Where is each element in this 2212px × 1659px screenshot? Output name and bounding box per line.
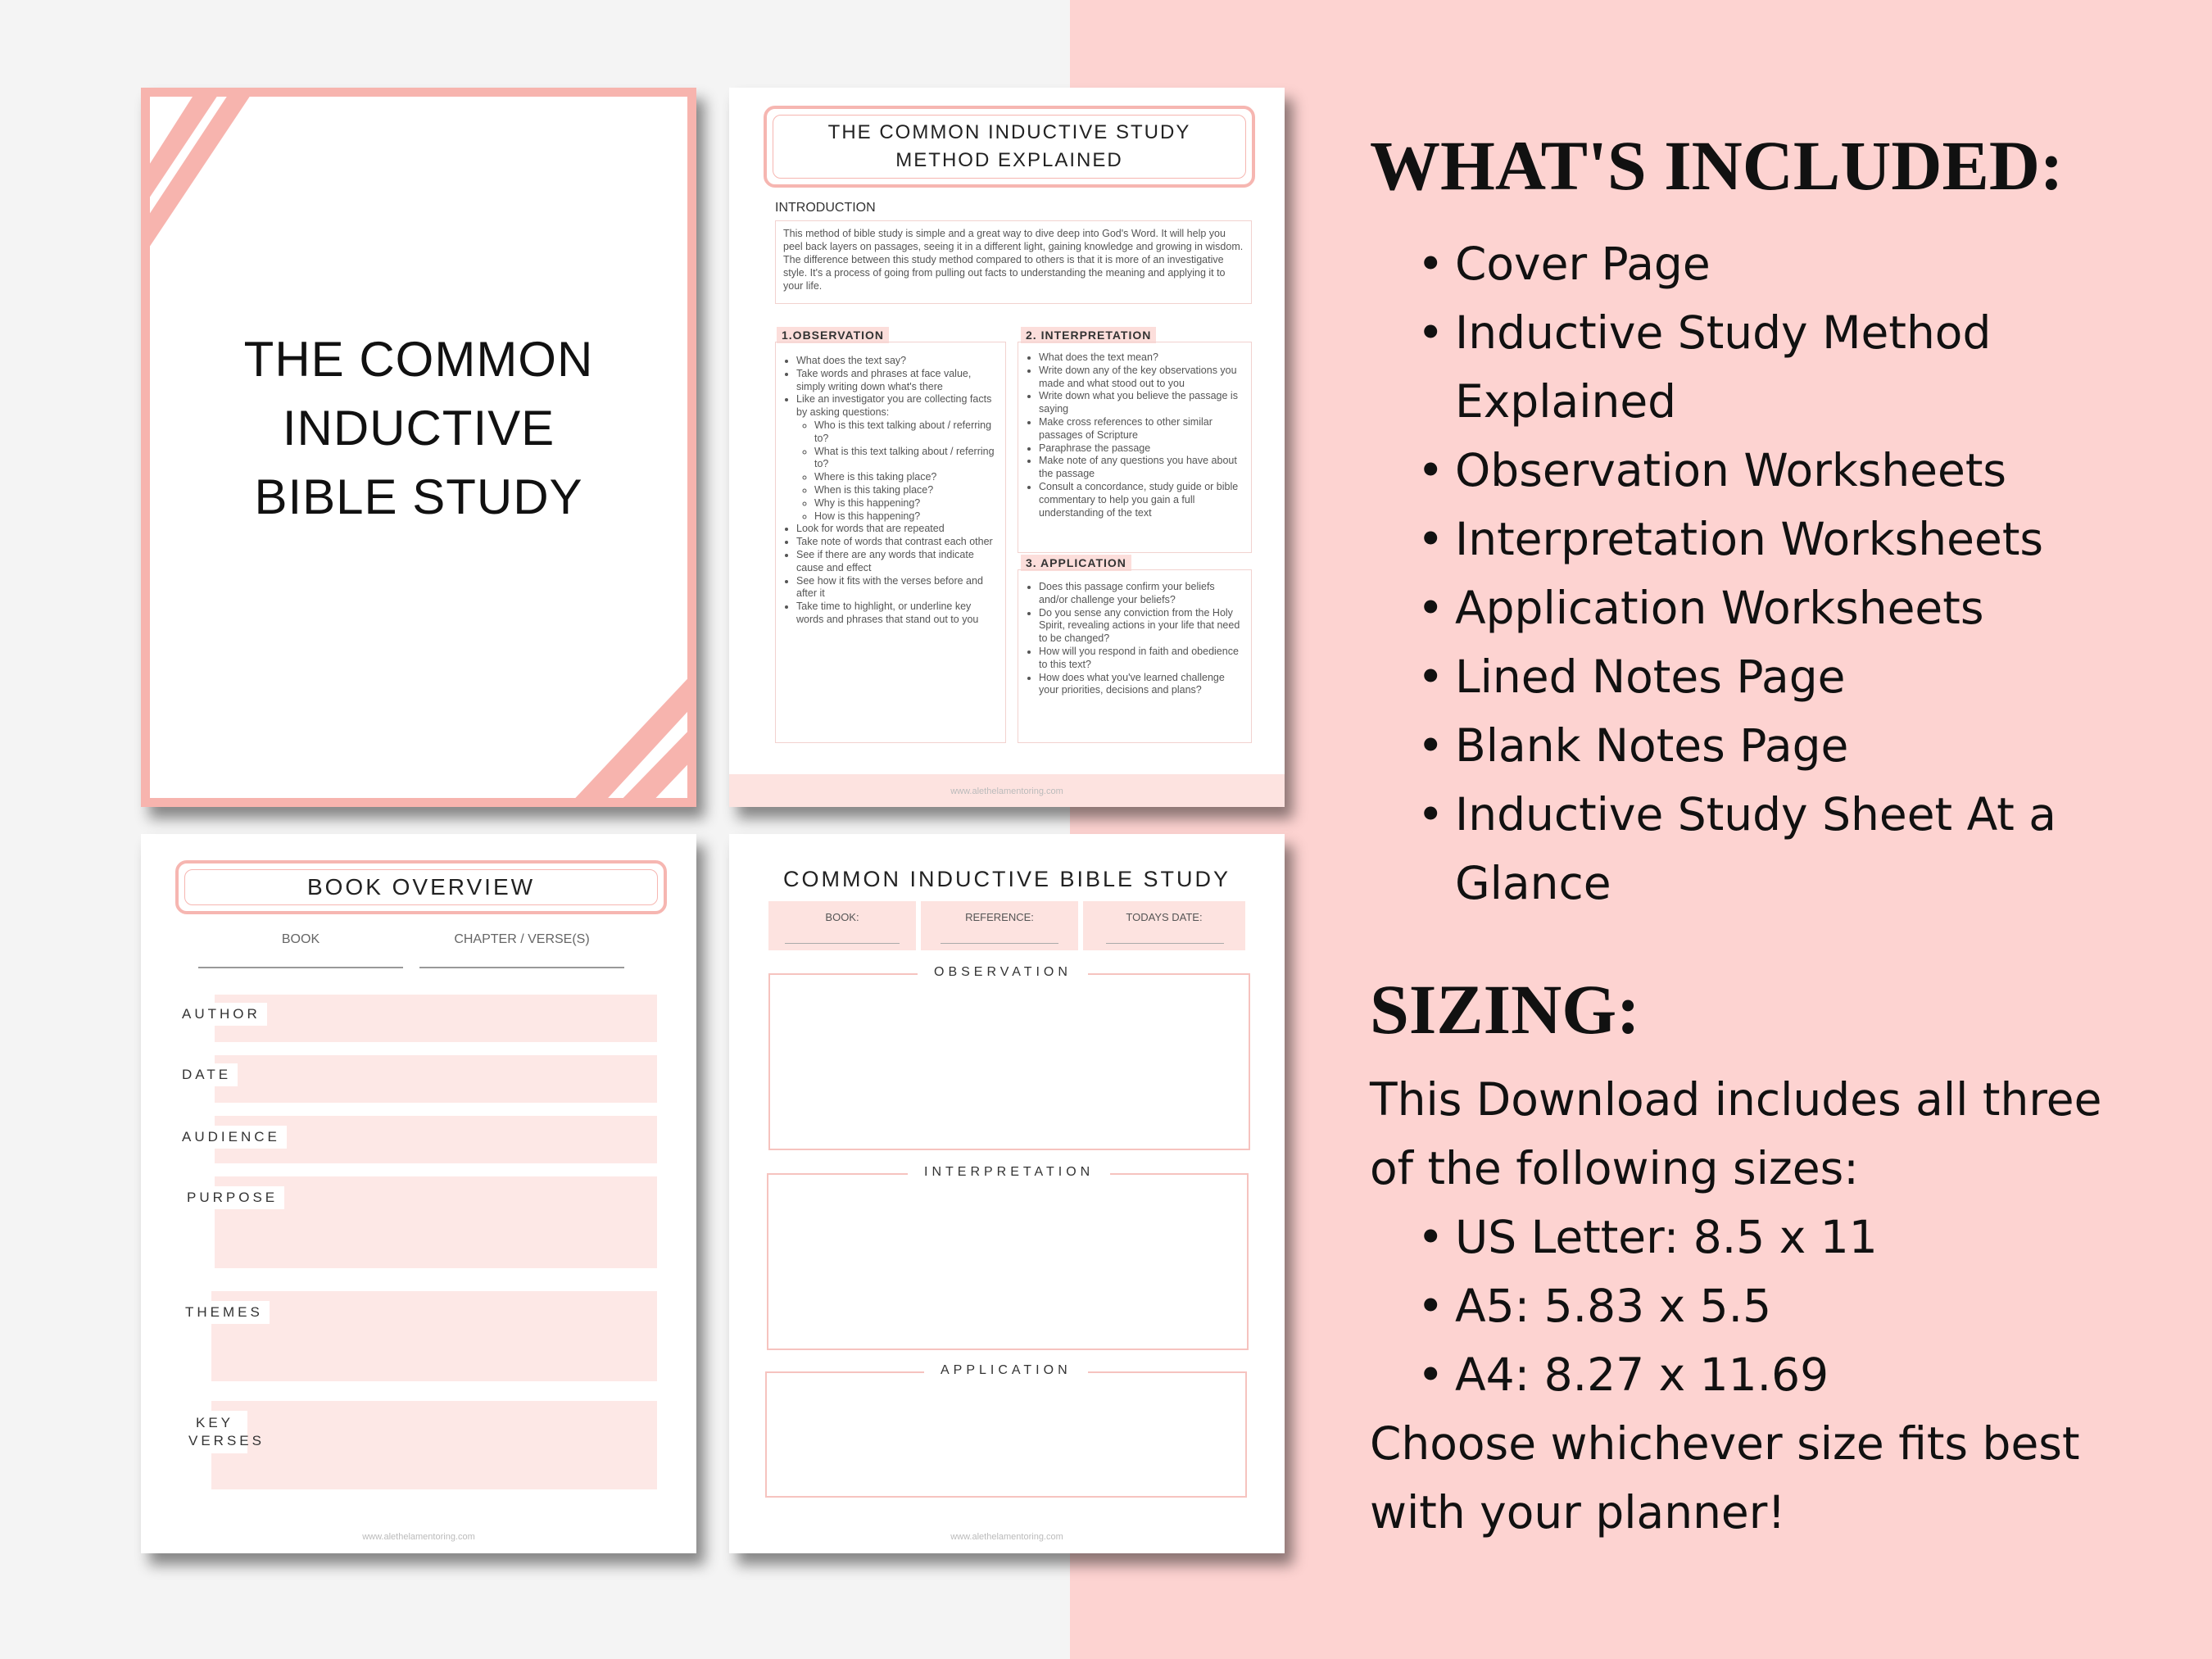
sizing-intro-line-2: of the following sizes: xyxy=(1370,1142,1859,1194)
overview-chapter-label: CHAPTER / VERSE(S) xyxy=(454,932,590,946)
observation-list xyxy=(783,355,998,627)
included-item: • Cover Page xyxy=(1417,229,2105,298)
sizing-intro-line-1: This Download includes all three xyxy=(1370,1073,2102,1126)
worksheet-title: COMMON INDUCTIVE BIBLE STUDY xyxy=(782,867,1231,891)
purpose-label: PURPOSE xyxy=(180,1186,284,1209)
interpretation-area[interactable] xyxy=(767,1173,1249,1350)
observation-subpoint: ◦ How is this happening? xyxy=(814,510,998,524)
interpretation-point: • Consult a concordance, study guide or bible commentary to help you gain a full understanding of the text xyxy=(1039,481,1245,519)
application-point: • Do you sense any conviction from the Holy Spirit, revealing actions in your life that need to be changed? xyxy=(1039,607,1245,646)
worksheet-reference-label: REFERENCE: xyxy=(965,911,1034,923)
key-verses-field[interactable] xyxy=(211,1401,657,1489)
size-item: • A4: 8.27 x 11.69 xyxy=(1417,1340,2105,1409)
included-item: • Blank Notes Page xyxy=(1417,711,2105,780)
observation-point: • See if there are any words that indicate cause and effect xyxy=(796,549,998,575)
interpretation-heading: 2. INTERPRETATION xyxy=(1021,327,1156,343)
sizing-outro-line-1: Choose whichever size fits best xyxy=(1370,1417,2080,1470)
sizes-list xyxy=(1417,1203,2105,1409)
application-list xyxy=(1026,581,1245,697)
worksheet-date-label: TODAYS DATE: xyxy=(1126,911,1203,923)
intro-heading: INTRODUCTION xyxy=(775,201,876,215)
author-label: AUTHOR xyxy=(175,1003,267,1026)
interpretation-point: • Write down what you believe the passage is saying xyxy=(1039,390,1245,416)
cover-title-line-1: THE COMMON xyxy=(243,332,594,387)
interpretation-point: • Make note of any questions you have about the passage xyxy=(1039,455,1245,481)
date-label: DATE xyxy=(175,1063,238,1086)
included-item: • Inductive Study Sheet At a Glance xyxy=(1417,780,2105,918)
book-underline xyxy=(785,943,900,944)
size-item: • A5: 5.83 x 5.5 xyxy=(1417,1271,2105,1340)
overview-title: BOOK OVERVIEW xyxy=(184,869,658,905)
interpretation-point: • What does the text mean? xyxy=(1039,351,1245,365)
footer-url: www.alethelamentoring.com xyxy=(950,786,1063,796)
intro-text: This method of bible study is simple and a great way to dive deep into God's Word. It will help you peel back layers on passages, seeing it in a different light, gaining knowledge and growing in wisdom. The difference between this study method compared to others is that it is more of an investigative style. It's a process of going from pulling out facts to understanding the meaning and applying it to your life. xyxy=(783,228,1244,292)
worksheet-footer-url: www.alethelamentoring.com xyxy=(950,1532,1063,1542)
interpretation-point: • Make cross references to other similar passages of Scripture xyxy=(1039,416,1245,442)
cover-page-preview xyxy=(141,88,696,807)
method-title-line-1: THE COMMON INDUCTIVE STUDY xyxy=(827,121,1191,143)
observation-point: • Take words and phrases at face value, simply writing down what's there xyxy=(796,368,998,394)
author-field[interactable] xyxy=(215,995,657,1042)
interpretation-point: • Paraphrase the passage xyxy=(1039,442,1245,456)
observation-point: • Like an investigator you are collecting facts by asking questions: ◦ Who is this text talking about / referring to? ◦ What is this text talking about / referring to? ◦ Where is this taking place? ◦ When is this taking place? ◦ Why is this happening? ◦ How is this happening? xyxy=(796,393,998,523)
method-title-line-2: METHOD EXPLAINED xyxy=(895,149,1123,171)
interpretation-title: INTERPRETATION xyxy=(908,1165,1110,1180)
size-item: • US Letter: 8.5 x 11 xyxy=(1417,1203,2105,1271)
included-item: • Observation Worksheets xyxy=(1417,436,2105,505)
observation-area[interactable] xyxy=(768,973,1250,1150)
observation-subpoint: ◦ When is this taking place? xyxy=(814,484,998,497)
themes-field[interactable] xyxy=(211,1291,657,1381)
audience-label: AUDIENCE xyxy=(175,1126,287,1149)
overview-footer-url: www.alethelamentoring.com xyxy=(362,1532,475,1542)
observation-point: • Take time to highlight, or underline key words and phrases that stand out to you xyxy=(796,601,998,627)
observation-subpoint: ◦ Why is this happening? xyxy=(814,497,998,510)
overview-title-box xyxy=(175,860,667,914)
whats-included-heading: WHAT'S INCLUDED: xyxy=(1370,126,2064,205)
application-point: • How does what you've learned challenge your priorities, decisions and plans? xyxy=(1039,672,1245,698)
observation-point: • See how it fits with the verses before and after it xyxy=(796,575,998,601)
date-field[interactable] xyxy=(215,1055,657,1103)
observation-heading: 1.OBSERVATION xyxy=(777,327,889,343)
sizing-heading: SIZING: xyxy=(1370,970,1640,1049)
overview-book-label: BOOK xyxy=(281,932,320,946)
included-item: • Inductive Study Method Explained xyxy=(1417,298,2105,436)
observation-point: • Look for words that are repeated xyxy=(796,523,998,536)
chapter-line xyxy=(419,967,624,968)
observation-subpoint: ◦ Who is this text talking about / referring to? xyxy=(814,419,998,446)
observation-title: OBSERVATION xyxy=(918,965,1088,980)
application-point: • Does this passage confirm your beliefs and/or challenge your beliefs? xyxy=(1039,581,1245,607)
worksheet-book-label: BOOK: xyxy=(825,911,859,923)
included-list xyxy=(1417,229,2105,918)
observation-point: • What does the text say? xyxy=(796,355,998,368)
sizing-outro-line-2: with your planner! xyxy=(1370,1486,1786,1539)
themes-label: THEMES xyxy=(179,1301,270,1324)
included-item: • Interpretation Worksheets xyxy=(1417,505,2105,573)
method-title-box xyxy=(764,106,1255,188)
cover-title-line-2: INDUCTIVE xyxy=(282,401,555,456)
reference-underline xyxy=(941,943,1058,944)
interpretation-point: • Write down any of the key observations you made and what stood out to you xyxy=(1039,365,1245,391)
key-verses-label: KEY VERSES xyxy=(182,1411,247,1453)
application-title: APPLICATION xyxy=(924,1363,1088,1378)
observation-subpoint: ◦ Where is this taking place? xyxy=(814,471,998,484)
cover-title xyxy=(141,325,696,532)
worksheet-page-preview xyxy=(729,834,1285,1553)
observation-point: • Take note of words that contrast each other xyxy=(796,536,998,549)
included-item: • Lined Notes Page xyxy=(1417,642,2105,711)
book-overview-page-preview xyxy=(141,834,696,1553)
method-explained-page-preview xyxy=(729,88,1285,807)
book-line xyxy=(198,967,403,968)
cover-title-line-3: BIBLE STUDY xyxy=(254,469,583,524)
application-heading: 3. APPLICATION xyxy=(1021,555,1131,571)
observation-subpoint: ◦ What is this text talking about / referring to? xyxy=(814,446,998,472)
application-area[interactable] xyxy=(765,1371,1247,1498)
application-point: • How will you respond in faith and obedience to this text? xyxy=(1039,646,1245,672)
interpretation-list xyxy=(1026,351,1245,519)
included-item: • Application Worksheets xyxy=(1417,573,2105,642)
date-underline xyxy=(1106,943,1224,944)
